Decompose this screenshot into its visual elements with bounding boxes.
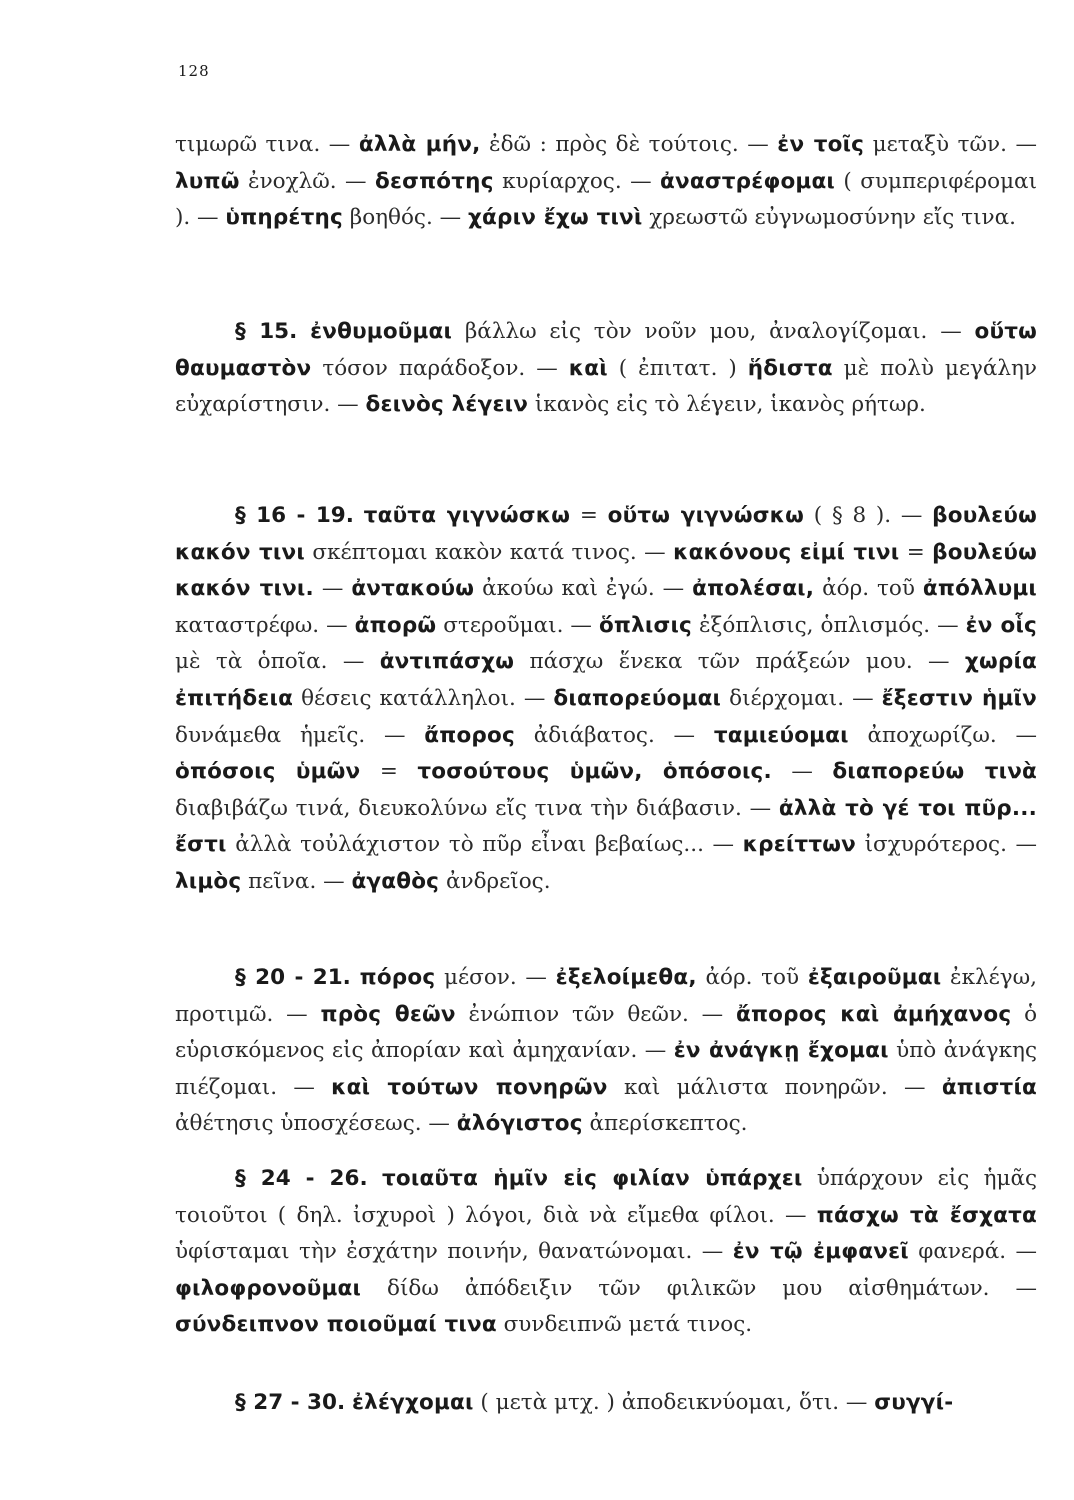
headword: ἐξαιροῦμαι	[807, 965, 942, 990]
gloss-text: σκέπτομαι κακὸν κατά τινος. —	[304, 539, 674, 565]
gloss-text	[368, 1166, 382, 1191]
section-marker: § 16 - 19.	[235, 503, 354, 528]
gloss-text: ἀόρ. τοῦ	[814, 576, 923, 602]
paragraph-text	[175, 314, 1037, 424]
headword: ἀλόγιστος	[456, 1111, 583, 1137]
gloss-text: μέσον. —	[435, 965, 556, 990]
section-24-26-paragraph	[175, 1161, 1037, 1344]
gloss-text	[345, 1390, 352, 1415]
gloss-text: —	[771, 759, 833, 785]
headword: ἐνθυμοῦμαι	[310, 319, 453, 344]
gloss-text: δυνάμεθα ἡμεῖς. —	[175, 722, 425, 748]
headword: καὶ τούτων πονηρῶν	[331, 1074, 608, 1100]
gloss-text: κυρίαρχος. —	[493, 168, 661, 194]
gloss-text: στεροῦμαι. —	[436, 612, 599, 638]
gloss-text: ἀδιάβατος. —	[514, 722, 714, 748]
headword: ἄπορος	[424, 722, 515, 748]
gloss-text: ὑπάρχουν εἰς ἡμᾶς τοιοῦτοι ( δηλ. ἰσχυροὶ ) λόγοι, διὰ νὰ εἴμεθα φίλοι. —	[175, 1166, 1038, 1228]
gloss-text: μὲ πολὺ μεγάλην εὐχαρίστησιν. —	[175, 355, 1037, 418]
gloss-text	[297, 319, 310, 344]
headword: σύνδειπνον ποιοῦμαί τινα	[175, 1312, 497, 1338]
headword: ἀντιπάσχω	[379, 649, 515, 675]
section-16-19-paragraph	[175, 498, 1037, 901]
headword: συγγί-	[874, 1390, 954, 1415]
gloss-text: ὑφίσταμαι τὴν ἐσχάτην ποινήν, θανατώνομαι. —	[175, 1239, 733, 1265]
headword: ἐλέγχομαι	[351, 1390, 474, 1415]
gloss-text: ὁ εὑρισκόμενος εἰς ἀπορίαν καὶ ἀμηχανίαν. —	[175, 1001, 1038, 1064]
headword: ἐξελοίμεθα,	[555, 965, 697, 990]
headword: καὶ	[568, 355, 608, 381]
paragraph-text	[175, 960, 1037, 1143]
headword: ἐν τῷ ἐμφανεῖ	[732, 1239, 909, 1265]
paragraph-text	[175, 127, 1037, 237]
gloss-text: διαβιβάζω τινά, διευκολύνω εἴς τινα τὴν διάβασιν. —	[175, 795, 779, 821]
headword: ἔξεστιν ἡμῖν	[881, 685, 1037, 711]
section-marker: § 24 - 26.	[235, 1166, 368, 1191]
gloss-text: καταστρέφω. —	[175, 612, 355, 638]
headword: βουλεύω κακόν τινι	[175, 503, 1037, 565]
gloss-text: ἐδῶ : πρὸς δὲ τούτοις. —	[480, 132, 778, 157]
headword: ὑπηρέτης	[225, 205, 343, 231]
gloss-text: ἀόρ. τοῦ	[696, 965, 808, 990]
paragraph-text	[175, 1385, 1037, 1422]
gloss-text: ἱκανὸς εἰς τὸ λέγειν, ἱκανὸς ρήτωρ.	[528, 392, 926, 418]
section-marker: § 20 - 21.	[235, 965, 351, 990]
headword: ταῦτα γιγνώσκω	[363, 503, 571, 528]
headword: ἐν τοῖς	[777, 132, 865, 157]
headword: ἀπόλλυμι	[922, 576, 1037, 602]
gloss-text: διέρχομαι. —	[721, 685, 882, 711]
gloss-text	[351, 965, 360, 990]
headword: ἀλλὰ τὸ γέ τοι πῦρ... ἔστι	[175, 795, 1037, 858]
headword: ἄπορος καὶ ἀμήχανος	[735, 1001, 1012, 1027]
gloss-text: ἀλλὰ τοὐλάχιστον τὸ πῦρ εἶναι βεβαίως... —	[226, 832, 743, 858]
section-marker: § 27 - 30.	[235, 1390, 346, 1415]
gloss-text: θέσεις κατάλληλοι. —	[293, 685, 554, 711]
gloss-text: ἀποχωρίζω. —	[848, 722, 1038, 748]
headword: ἥδιστα	[747, 355, 833, 381]
gloss-text: μεταξὺ τῶν. —	[864, 132, 1037, 157]
gloss-text: ἀθέτησις ὑποσχέσεως. —	[175, 1111, 457, 1137]
headword: χωρία ἐπιτήδεια	[175, 649, 1037, 711]
gloss-text: φανερά. —	[908, 1239, 1037, 1265]
gloss-text: πεῖνα. —	[241, 868, 352, 894]
gloss-text: πάσχω ἕνεκα τῶν πράξεών μου. —	[514, 649, 965, 675]
headword: διαπορεύομαι	[553, 685, 722, 711]
headword: ἐν ἀνάγκῃ ἔχομαι	[673, 1038, 889, 1064]
gloss-text: ὑπὸ ἀνάγκης πιέζομαι. —	[175, 1038, 1037, 1100]
headword: πρὸς θεῶν	[320, 1001, 456, 1027]
gloss-text: βοηθός. —	[342, 205, 468, 231]
gloss-text: ἀνδρεῖος.	[439, 868, 551, 894]
gloss-text: τόσον παράδοξον. —	[311, 355, 569, 381]
gloss-text: ἰσχυρότερος. —	[856, 832, 1037, 858]
gloss-text: ἐκλέγω, προτιμῶ. —	[175, 965, 1037, 1027]
gloss-text: =	[360, 759, 418, 785]
gloss-text: ἀπερίσκεπτος.	[582, 1111, 748, 1137]
headword: τοιαῦτα ἡμῖν εἰς φιλίαν ὑπάρχει	[381, 1166, 803, 1191]
gloss-text: βάλλω εἰς τὸν νοῦν μου, ἀναλογίζομαι. —	[452, 319, 975, 344]
section-marker: § 15.	[235, 319, 298, 344]
headword: δεινὸς λέγειν	[365, 392, 529, 418]
headword: ἀλλὰ μήν,	[358, 132, 481, 157]
headword: ἀγαθὸς	[351, 868, 440, 894]
gloss-text: ( μετὰ μτχ. ) ἀποδεικνύομαι, ὅτι. —	[473, 1390, 875, 1415]
headword: ἀπιστία	[941, 1074, 1037, 1100]
headword: βουλεύω κακόν τινι.	[175, 539, 1038, 602]
gloss-text: —	[313, 576, 352, 602]
headword: φιλοφρονοῦμαι	[175, 1275, 362, 1301]
headword: πόρος	[359, 965, 436, 990]
gloss-text: ἐξόπλισις, ὁπλισμός. —	[691, 612, 966, 638]
gloss-text: δίδω ἀπόδειξιν τῶν φιλικῶν μου αἰσθημάτων. —	[361, 1275, 1037, 1301]
headword: ἀντακούω	[351, 576, 475, 602]
gloss-text: ( § 8 ). —	[804, 503, 933, 528]
page-number: 128	[178, 62, 210, 80]
gloss-text: ἀκούω καὶ ἐγώ. —	[474, 576, 693, 602]
headword: λιμὸς	[175, 868, 242, 894]
section-20-21-paragraph	[175, 960, 1037, 1143]
gloss-text: ἐνοχλῶ. —	[239, 168, 375, 194]
gloss-text: ἐνώπιον τῶν θεῶν. —	[455, 1001, 736, 1027]
continuation-paragraph	[175, 127, 1037, 237]
headword: ἐν οἷς	[965, 612, 1037, 638]
section-27-30-paragraph	[175, 1385, 1037, 1422]
gloss-text: =	[570, 503, 608, 528]
gloss-text: ( ἐπιτατ. )	[607, 355, 748, 381]
headword: οὕτω γιγνώσκω	[607, 503, 805, 528]
headword: κρείττων	[742, 832, 857, 858]
headword: λυπῶ	[175, 168, 240, 194]
headword: οὕτω θαυμαστὸν	[175, 319, 1037, 381]
headword: κακόνους εἰμί τινι	[673, 539, 900, 565]
headword: ὁπόσοις ὑμῶν	[175, 759, 361, 785]
paragraph-text	[175, 498, 1037, 901]
gloss-text: τιμωρῶ τινα. —	[175, 132, 359, 157]
headword: ὅπλισις	[598, 612, 692, 638]
gloss-text: μὲ τὰ ὁποῖα. —	[175, 649, 380, 675]
headword: ἀπορῶ	[354, 612, 437, 638]
gloss-text: καὶ μάλιστα πονηρῶν. —	[607, 1074, 942, 1100]
headword: διαπορεύω τινὰ	[832, 759, 1038, 785]
headword: τοσούτους ὑμῶν, ὁπόσοις.	[417, 759, 772, 785]
gloss-text: χρεωστῶ εὐγνωμοσύνην εἴς τινα.	[642, 205, 1016, 231]
headword: χάριν ἔχω τινὶ	[467, 205, 643, 231]
gloss-text: =	[899, 539, 933, 565]
section-15-paragraph	[175, 314, 1037, 424]
gloss-text: ( συμπεριφέρομαι ). —	[175, 168, 1038, 231]
headword: δεσπότης	[375, 168, 494, 194]
gloss-text: συνδειπνῶ μετά τινος.	[496, 1312, 753, 1338]
headword: ἀπολέσαι,	[692, 576, 815, 602]
headword: ἀναστρέφομαι	[660, 168, 835, 194]
gloss-text	[354, 503, 364, 528]
headword: πάσχω τὰ ἔσχατα	[816, 1202, 1037, 1228]
headword: ταμιεύομαι	[713, 722, 849, 748]
paragraph-text	[175, 1161, 1037, 1344]
